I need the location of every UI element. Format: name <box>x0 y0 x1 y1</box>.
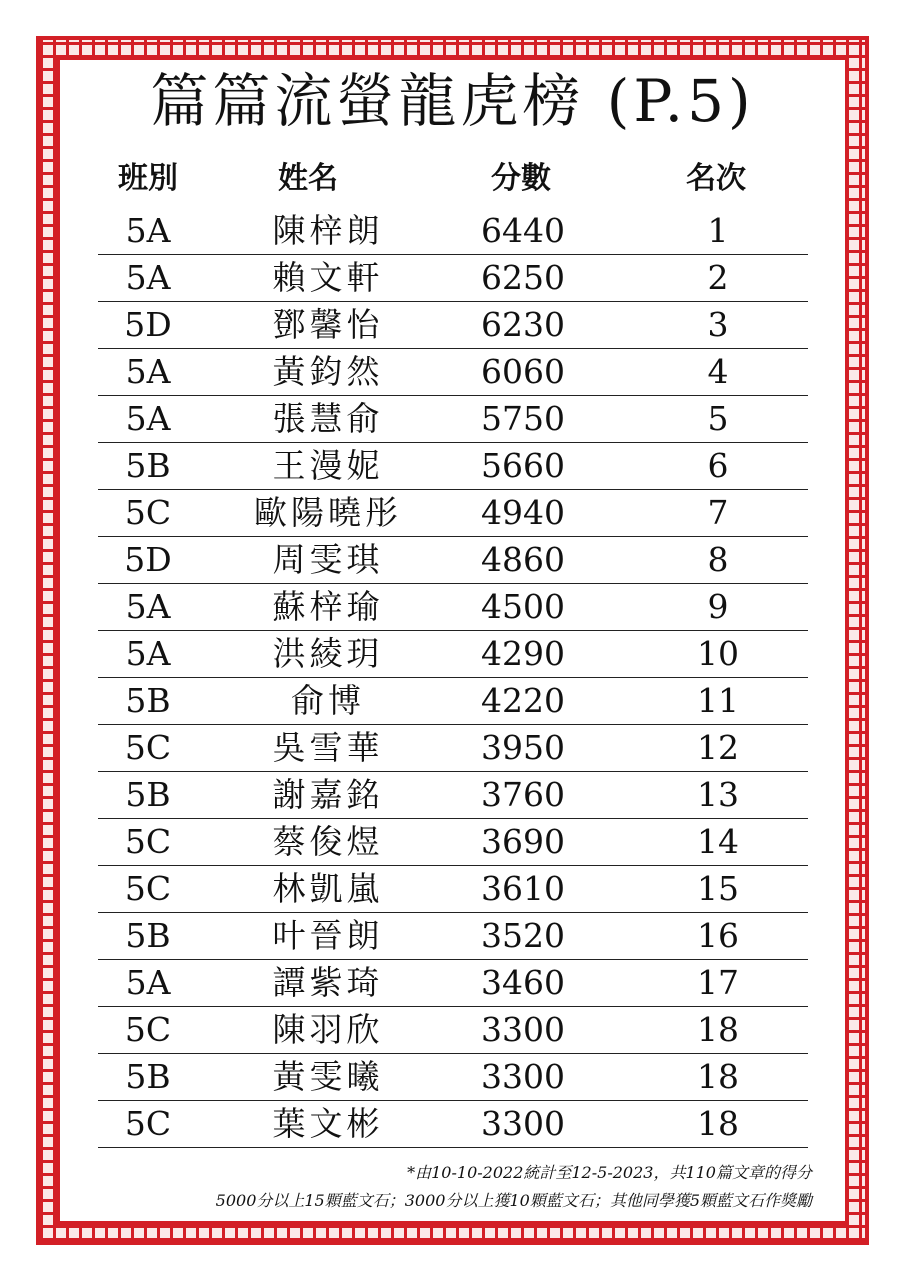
table-row <box>98 631 808 678</box>
cell-rank: 16 <box>697 916 739 955</box>
cell-class: 5A <box>125 587 171 626</box>
cell-name: 林凱嵐 <box>272 869 384 908</box>
cell-class: 5A <box>125 352 171 391</box>
cell-rank: 14 <box>697 822 739 861</box>
cell-name: 俞博 <box>291 681 365 720</box>
cell-class: 5C <box>124 1104 172 1143</box>
cell-rank: 5 <box>707 399 729 438</box>
cell-rank: 10 <box>697 634 739 673</box>
table-row <box>98 960 808 1007</box>
cell-score: 3950 <box>481 728 565 767</box>
cell-name: 黃雯曦 <box>272 1057 384 1096</box>
cell-name: 洪綾玥 <box>272 634 384 673</box>
cell-class: 5D <box>124 540 172 579</box>
table-row <box>98 1007 808 1054</box>
cell-name: 鄧馨怡 <box>272 305 384 344</box>
cell-score: 4860 <box>481 540 565 579</box>
cell-score: 3610 <box>481 869 565 908</box>
cell-score: 5660 <box>481 446 565 485</box>
cell-rank: 8 <box>707 540 729 579</box>
table-row <box>98 443 808 490</box>
table-header <box>60 153 845 196</box>
header-score: 分數 <box>491 161 551 196</box>
cell-class: 5C <box>124 822 172 861</box>
cell-name: 歐陽曉彤 <box>254 493 402 532</box>
cell-rank: 11 <box>697 681 739 720</box>
header-class: 班別 <box>118 161 178 196</box>
cell-score: 5750 <box>481 399 565 438</box>
cell-class: 5B <box>125 681 171 720</box>
cell-class: 5D <box>124 305 172 344</box>
cell-class: 5B <box>125 446 171 485</box>
cell-score: 3520 <box>481 916 565 955</box>
cell-class: 5C <box>124 869 172 908</box>
cell-rank: 1 <box>707 211 729 250</box>
table-row <box>98 1101 808 1148</box>
cell-name: 陳羽欣 <box>272 1010 384 1049</box>
cell-score: 6250 <box>481 258 565 297</box>
note-rewards: 5000分以上15顆藍文石；3000分以上獲10顆藍文石；其他同學獲5顆藍文石作獎勵 <box>215 1191 812 1210</box>
table-row <box>98 490 808 537</box>
cell-rank: 13 <box>697 775 739 814</box>
table-row <box>98 208 808 255</box>
table-row <box>98 255 808 302</box>
cell-score: 3300 <box>481 1010 565 1049</box>
cell-rank: 18 <box>697 1104 739 1143</box>
table-row <box>98 349 808 396</box>
cell-name: 張慧俞 <box>272 399 384 438</box>
cell-score: 4220 <box>481 681 565 720</box>
page-title: 篇篇流螢龍虎榜 (P.5) <box>150 67 755 135</box>
ranking-table <box>98 208 808 1148</box>
cell-class: 5B <box>125 1057 171 1096</box>
table-row <box>98 537 808 584</box>
table-row <box>98 725 808 772</box>
cell-rank: 2 <box>707 258 729 297</box>
header-rank: 名次 <box>686 161 746 196</box>
cell-name: 譚紫琦 <box>272 963 384 1002</box>
cell-rank: 4 <box>707 352 729 391</box>
cell-class: 5B <box>125 916 171 955</box>
cell-name: 陳梓朗 <box>272 211 384 250</box>
cell-name: 吳雪華 <box>272 728 384 767</box>
content-area <box>60 60 845 1221</box>
cell-score: 3760 <box>481 775 565 814</box>
cell-score: 4290 <box>481 634 565 673</box>
cell-rank: 6 <box>707 446 729 485</box>
cell-rank: 15 <box>697 869 739 908</box>
cell-rank: 9 <box>707 587 729 626</box>
cell-rank: 17 <box>697 963 739 1002</box>
cell-name: 黃鈞然 <box>272 352 384 391</box>
table-row <box>98 678 808 725</box>
cell-name: 賴文軒 <box>272 258 384 297</box>
table-row <box>98 772 808 819</box>
cell-class: 5C <box>124 493 172 532</box>
table-row <box>98 302 808 349</box>
table-row <box>98 913 808 960</box>
cell-class: 5C <box>124 1010 172 1049</box>
cell-score: 4500 <box>481 587 565 626</box>
cell-name: 蔡俊煜 <box>272 822 384 861</box>
cell-class: 5A <box>125 258 171 297</box>
cell-score: 6440 <box>481 211 565 250</box>
table-row <box>98 396 808 443</box>
cell-score: 3690 <box>481 822 565 861</box>
note-period: *由10-10-2022統計至12-5-2023，共110篇文章的得分 <box>407 1163 812 1182</box>
cell-class: 5C <box>124 728 172 767</box>
table-row <box>98 819 808 866</box>
cell-rank: 18 <box>697 1057 739 1096</box>
table-row <box>98 1054 808 1101</box>
cell-name: 蘇梓瑜 <box>272 587 384 626</box>
cell-rank: 18 <box>697 1010 739 1049</box>
cell-rank: 3 <box>707 305 729 344</box>
cell-class: 5A <box>125 399 171 438</box>
cell-name: 謝嘉銘 <box>272 775 384 814</box>
cell-class: 5A <box>125 963 171 1002</box>
cell-rank: 12 <box>697 728 739 767</box>
cell-score: 6230 <box>481 305 565 344</box>
table-row <box>98 584 808 631</box>
cell-class: 5B <box>125 775 171 814</box>
header-name: 姓名 <box>278 161 338 196</box>
cell-score: 3300 <box>481 1057 565 1096</box>
cell-class: 5A <box>125 634 171 673</box>
cell-score: 6060 <box>481 352 565 391</box>
table-row <box>98 866 808 913</box>
cell-class: 5A <box>125 211 171 250</box>
cell-score: 3300 <box>481 1104 565 1143</box>
cell-name: 葉文彬 <box>272 1104 384 1143</box>
cell-name: 王漫妮 <box>272 446 384 485</box>
cell-rank: 7 <box>707 493 729 532</box>
cell-score: 4940 <box>481 493 565 532</box>
cell-score: 3460 <box>481 963 565 1002</box>
cell-name: 叶晉朗 <box>272 916 384 955</box>
cell-name: 周雯琪 <box>272 540 384 579</box>
